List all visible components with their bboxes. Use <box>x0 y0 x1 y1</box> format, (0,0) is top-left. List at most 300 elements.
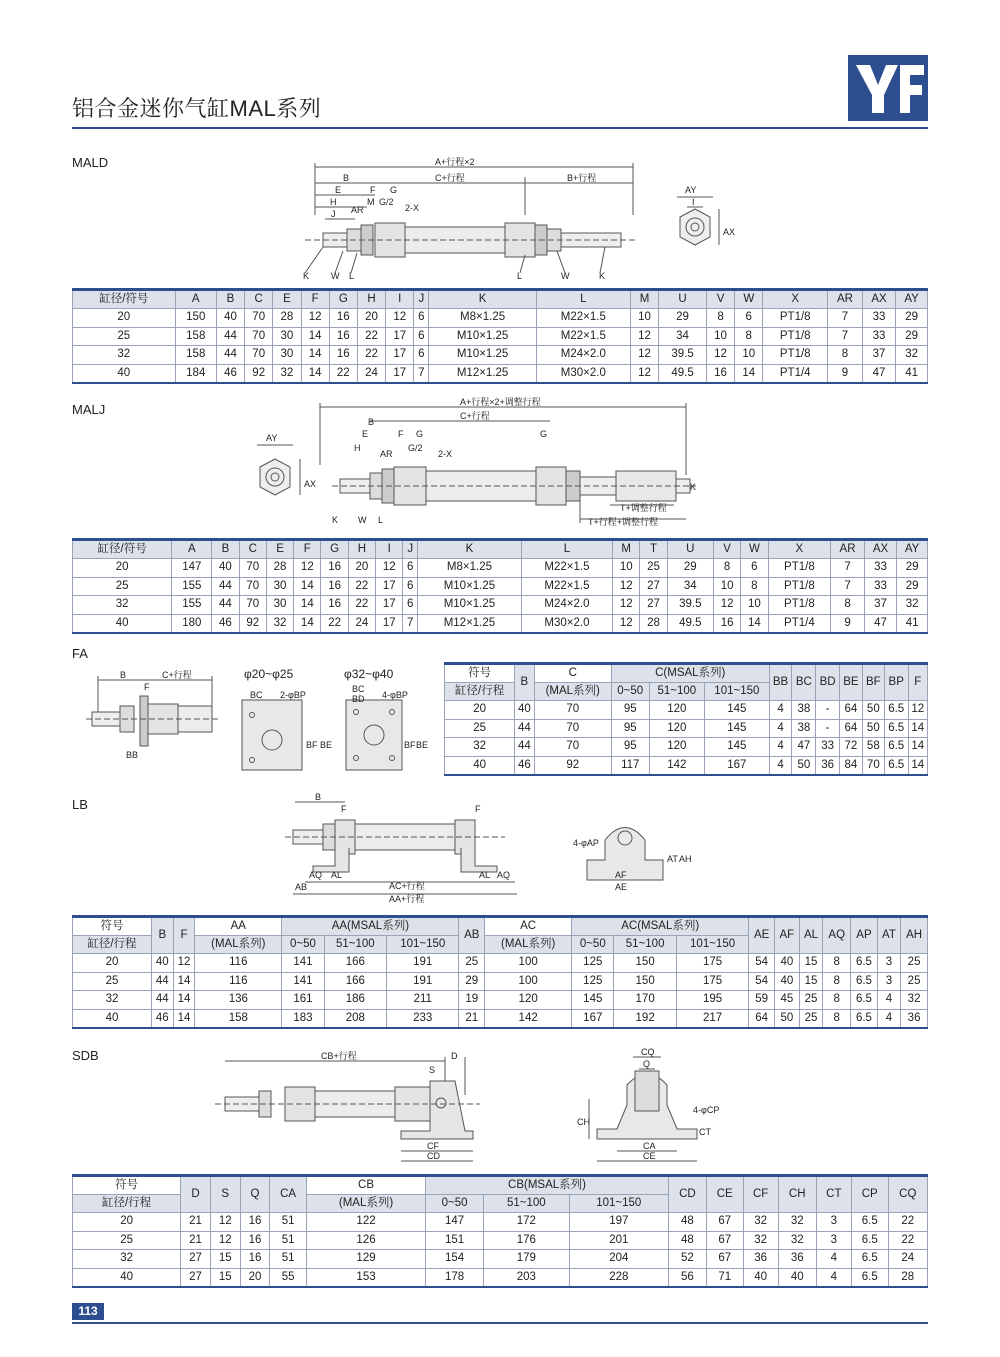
table-cell: 70 <box>239 596 266 615</box>
table-cell: 20 <box>73 1213 181 1232</box>
table-cell: 16 <box>240 1213 270 1232</box>
table-cell: 145 <box>705 701 769 720</box>
table-cell: 40 <box>775 972 800 991</box>
table-cell: 20 <box>445 701 515 720</box>
table-cell: 211 <box>387 991 459 1010</box>
table-header-cell: W <box>735 290 763 309</box>
table-header-cell: B <box>515 664 534 701</box>
table-header-cell: 51~100 <box>614 936 676 954</box>
table-cell: 32 <box>73 596 172 615</box>
table-cell: 28 <box>888 1268 927 1287</box>
table-cell: 95 <box>611 738 649 757</box>
table-cell: 25 <box>799 991 823 1010</box>
table-cell: 32 <box>778 1231 816 1250</box>
table-cell: 44 <box>216 327 244 346</box>
table-cell: 29 <box>897 559 928 578</box>
table-cell: 129 <box>306 1250 425 1269</box>
table-cell: 14 <box>908 756 927 775</box>
table-cell: PT1/8 <box>763 309 828 328</box>
table-cell: 30 <box>266 577 293 596</box>
table-header-cell: AF <box>775 917 800 954</box>
table-row <box>73 1268 928 1287</box>
table-cell: 32 <box>73 991 152 1010</box>
table-header-cell: AR <box>831 540 865 559</box>
table-cell: M12×1.25 <box>429 364 536 383</box>
table-header-cell: CP <box>851 1176 888 1213</box>
table-row <box>73 364 928 383</box>
table-cell: 145 <box>705 738 769 757</box>
table-cell: 25 <box>640 559 667 578</box>
table-cell: 51 <box>270 1250 307 1269</box>
mald-label-h: H <box>330 197 337 207</box>
table-row <box>73 954 928 973</box>
mald-label-c: C+行程 <box>435 173 465 183</box>
table-cell: 48 <box>668 1231 706 1250</box>
table-header-cell: A <box>175 290 216 309</box>
table-cell: 179 <box>484 1250 570 1269</box>
table-cell: 178 <box>426 1268 484 1287</box>
section-label-malj: MALJ <box>72 402 106 417</box>
table-row <box>73 309 928 328</box>
table-cell: 6 <box>414 327 429 346</box>
table-cell: 15 <box>799 954 823 973</box>
table-cell: 141 <box>282 972 324 991</box>
lb-label-ah: AH <box>679 854 692 864</box>
table-header-cell: J <box>414 290 429 309</box>
table-cell: 16 <box>321 577 348 596</box>
table-cell: 7 <box>831 559 865 578</box>
table-cell: M10×1.25 <box>418 577 522 596</box>
table-cell: 6 <box>414 346 429 365</box>
table-cell: 19 <box>459 991 485 1010</box>
table-cell: 228 <box>569 1268 668 1287</box>
table-cell: 16 <box>329 346 357 365</box>
section-label-lb: LB <box>72 797 88 812</box>
lb-drawing <box>285 790 705 908</box>
fa-label-be2: BE <box>416 740 429 750</box>
sdb-label-ce: CE <box>643 1151 656 1161</box>
fa-drawing <box>80 660 430 780</box>
table-cell: 64 <box>839 701 862 720</box>
table-cell: 37 <box>862 346 895 365</box>
sdb-label-ca: CA <box>643 1141 656 1151</box>
table-cell: 161 <box>282 991 324 1010</box>
table-header-cell: CA <box>270 1176 307 1213</box>
table-cell: 17 <box>376 614 403 633</box>
table-header-cell: 51~100 <box>649 683 705 701</box>
malj-label-f: F <box>398 429 404 439</box>
malj-label-g-right: G <box>540 429 548 439</box>
table-cell: 56 <box>668 1268 706 1287</box>
table-row <box>73 596 928 615</box>
table-header-cell: 缸径/行程 <box>73 936 152 954</box>
table-cell: 71 <box>706 1268 743 1287</box>
mald-label-m: M <box>367 197 375 207</box>
table-cell: 7 <box>403 614 418 633</box>
table-cell: 9 <box>828 364 863 383</box>
table-cell: 25 <box>799 1009 823 1028</box>
table-header-cell: BE <box>839 664 862 701</box>
table-cell: 84 <box>839 756 862 775</box>
table-header-row <box>73 540 928 559</box>
mald-label-k2: K <box>599 271 606 281</box>
table-cell: M22×1.5 <box>536 327 630 346</box>
sdb-label-s: S <box>429 1065 436 1075</box>
table-cell: M30×2.0 <box>536 364 630 383</box>
sdb-label-cq: CQ <box>641 1047 655 1057</box>
table-row <box>73 614 928 633</box>
table-cell: 25 <box>901 954 928 973</box>
table-header-cell: B <box>216 290 244 309</box>
table-cell: 6.5 <box>851 1213 888 1232</box>
table-cell: 32 <box>897 596 928 615</box>
table-cell: 64 <box>839 719 862 738</box>
table-header-cell: U <box>659 290 707 309</box>
lb-label-b: B <box>315 792 322 802</box>
lb-label-aq2: AQ <box>497 870 511 880</box>
table-cell: 47 <box>792 738 816 757</box>
table-cell: 175 <box>676 954 748 973</box>
table-header-cell: AA(MSAL系列) <box>282 917 459 936</box>
table-cell: 4 <box>816 1268 851 1287</box>
table-cell: 32 <box>266 614 293 633</box>
sdb-label-cb: CB+行程 <box>321 1051 357 1061</box>
table-cell: 70 <box>245 346 273 365</box>
table-cell: 8 <box>828 346 863 365</box>
table-cell: 44 <box>212 577 239 596</box>
brand-logo <box>848 55 928 121</box>
table-cell: 208 <box>324 1009 386 1028</box>
table-cell: 12 <box>613 614 640 633</box>
table-cell: 20 <box>357 309 385 328</box>
table-cell: 27 <box>181 1268 211 1287</box>
mald-label-l2: L <box>517 271 523 281</box>
table-cell: 14 <box>908 738 927 757</box>
table-header-cell: J <box>403 540 418 559</box>
table-cell: 24 <box>357 364 385 383</box>
table-header-cell: 缸径/行程 <box>73 1195 181 1213</box>
table-cell: 44 <box>515 738 534 757</box>
table-cell: 44 <box>212 596 239 615</box>
malj-label-ar: AR <box>380 449 393 459</box>
table-cell: 59 <box>749 991 775 1010</box>
table-cell: 175 <box>676 972 748 991</box>
table-cell: 32 <box>73 346 176 365</box>
table-header-cell: T <box>640 540 667 559</box>
table-header-cell: 0~50 <box>282 936 324 954</box>
table-header-cell: AC(MSAL系列) <box>572 917 749 936</box>
table-cell: PT1/8 <box>763 346 828 365</box>
table-header-cell: AX <box>864 540 896 559</box>
table-cell: 72 <box>839 738 862 757</box>
table-header-cell: M <box>613 540 640 559</box>
table-cell: 4 <box>877 1009 900 1028</box>
fa-label-bb: BB <box>126 750 139 760</box>
table-cell: 38 <box>792 719 816 738</box>
table-cell: 186 <box>324 991 386 1010</box>
table-cell: 40 <box>216 309 244 328</box>
table-cell: 44 <box>216 346 244 365</box>
fa-label-f: F <box>144 682 150 692</box>
table-cell: 29 <box>659 309 707 328</box>
fa-label-bp4: 4-φBP <box>382 690 408 700</box>
fa-label-d1: φ20~φ25 <box>244 667 294 681</box>
table-cell: 10 <box>741 596 768 615</box>
malj-label-ax: AX <box>304 479 317 489</box>
table-header-cell: F <box>173 917 195 954</box>
table-cell: 70 <box>245 309 273 328</box>
table-cell: 142 <box>485 1009 572 1028</box>
table-cell: 95 <box>611 719 649 738</box>
table-header-row <box>73 917 928 936</box>
table-cell: 233 <box>387 1009 459 1028</box>
table-cell: M10×1.25 <box>429 346 536 365</box>
footer-rule <box>72 1322 928 1324</box>
table-cell: 12 <box>294 559 321 578</box>
table-cell: 6.5 <box>851 1268 888 1287</box>
fa-label-bd: BD <box>352 694 365 704</box>
table-cell: 17 <box>386 364 414 383</box>
table-cell: 145 <box>705 719 769 738</box>
table-cell: 20 <box>73 309 176 328</box>
table-cell: 151 <box>426 1231 484 1250</box>
table-cell: 136 <box>195 991 282 1010</box>
table-cell: 6 <box>403 577 418 596</box>
table-cell: 49.5 <box>659 364 707 383</box>
table-cell: 27 <box>181 1250 211 1269</box>
table-cell: M10×1.25 <box>418 596 522 615</box>
table-cell: 125 <box>572 954 614 973</box>
table-header-cell: (MAL系列) <box>485 936 572 954</box>
table-cell: 6 <box>403 596 418 615</box>
table-cell: 150 <box>175 309 216 328</box>
table-header-cell: F <box>294 540 321 559</box>
malj-spec-table <box>72 538 928 634</box>
table-cell: 40 <box>73 1009 152 1028</box>
table-cell: 17 <box>376 596 403 615</box>
table-cell: 120 <box>649 701 705 720</box>
table-cell: M30×2.0 <box>521 614 612 633</box>
table-cell: 16 <box>706 364 734 383</box>
table-cell: 217 <box>676 1009 748 1028</box>
fa-label-c: C+行程 <box>162 670 192 680</box>
fa-label-bp2: 2-φBP <box>280 690 306 700</box>
table-cell: 3 <box>877 954 900 973</box>
table-cell: 122 <box>306 1213 425 1232</box>
table-cell: 16 <box>329 327 357 346</box>
table-header-cell: 51~100 <box>484 1195 570 1213</box>
lb-label-aa: AA+行程 <box>389 894 425 904</box>
table-row <box>445 719 928 738</box>
table-cell: M24×2.0 <box>521 596 612 615</box>
table-cell: 150 <box>614 954 676 973</box>
table-cell: 36 <box>816 756 840 775</box>
lb-label-f: F <box>341 804 347 814</box>
table-cell: 10 <box>735 346 763 365</box>
table-cell: 70 <box>245 327 273 346</box>
table-cell: 22 <box>329 364 357 383</box>
mald-label-f: F <box>370 185 376 195</box>
table-cell: 40 <box>775 954 800 973</box>
sdb-label-ch: CH <box>577 1117 590 1127</box>
table-cell: 166 <box>324 954 386 973</box>
table-cell: 120 <box>485 991 572 1010</box>
table-cell: 6 <box>414 309 429 328</box>
mald-label-k: K <box>303 271 310 281</box>
table-cell: 16 <box>713 614 740 633</box>
table-cell: 33 <box>862 327 895 346</box>
table-cell: 46 <box>151 1009 173 1028</box>
table-header-cell: AC <box>485 917 572 936</box>
table-header-cell: CB <box>306 1176 425 1195</box>
malj-drawing <box>250 395 710 530</box>
table-cell: PT1/8 <box>768 559 831 578</box>
mald-label-e: E <box>335 185 342 195</box>
table-header-cell: CF <box>743 1176 778 1213</box>
table-cell: 6.5 <box>851 954 878 973</box>
table-cell: 25 <box>459 954 485 973</box>
table-cell: 25 <box>73 972 152 991</box>
table-header-cell: AR <box>828 290 863 309</box>
table-cell: 10 <box>713 577 740 596</box>
table-cell: 33 <box>864 577 896 596</box>
table-header-cell: (MAL系列) <box>195 936 282 954</box>
table-cell: 12 <box>613 577 640 596</box>
table-cell: 44 <box>515 719 534 738</box>
table-cell: M8×1.25 <box>429 309 536 328</box>
table-header-cell: 缸径/符号 <box>73 290 176 309</box>
malj-label-h: H <box>354 443 361 453</box>
table-cell: 12 <box>630 327 658 346</box>
table-cell: 154 <box>426 1250 484 1269</box>
table-cell: 14 <box>301 327 329 346</box>
table-header-cell: 缸径/符号 <box>73 540 172 559</box>
table-cell: 16 <box>321 596 348 615</box>
table-cell: 6.5 <box>851 991 878 1010</box>
table-cell: 28 <box>273 309 301 328</box>
table-cell: 142 <box>649 756 705 775</box>
table-header-cell: AX <box>862 290 895 309</box>
table-row <box>73 559 928 578</box>
table-cell: 40 <box>73 614 172 633</box>
table-cell: 52 <box>668 1250 706 1269</box>
table-cell: 32 <box>743 1213 778 1232</box>
table-header-cell: 101~150 <box>676 936 748 954</box>
table-cell: PT1/4 <box>768 614 831 633</box>
table-cell: 16 <box>321 559 348 578</box>
table-header-cell: 符号 <box>73 1176 181 1195</box>
table-cell: 54 <box>749 972 775 991</box>
table-cell: 20 <box>73 954 152 973</box>
table-row <box>73 1009 928 1028</box>
table-cell: 41 <box>896 364 928 383</box>
table-cell: 37 <box>864 596 896 615</box>
table-cell: 141 <box>282 954 324 973</box>
table-cell: 22 <box>348 577 375 596</box>
table-cell: PT1/4 <box>763 364 828 383</box>
mald-label-ar: AR <box>351 205 364 215</box>
table-cell: M22×1.5 <box>521 559 612 578</box>
table-cell: 40 <box>73 1268 181 1287</box>
table-cell: 32 <box>273 364 301 383</box>
sdb-label-d: D <box>451 1051 458 1061</box>
table-cell: 70 <box>534 738 611 757</box>
table-cell: 14 <box>908 719 927 738</box>
table-cell: 9 <box>831 614 865 633</box>
mald-label-l: L <box>349 271 355 281</box>
page-number: 113 <box>72 1303 104 1320</box>
table-cell: 8 <box>706 309 734 328</box>
table-cell: 8 <box>823 991 851 1010</box>
table-cell: 100 <box>485 972 572 991</box>
table-cell: 158 <box>175 327 216 346</box>
table-cell: 22 <box>348 596 375 615</box>
table-cell: 12 <box>713 596 740 615</box>
fa-label-bf: BF <box>306 740 318 750</box>
table-cell: 33 <box>816 738 840 757</box>
table-header-cell: CB(MSAL系列) <box>426 1176 669 1195</box>
mald-label-b: B <box>343 173 350 183</box>
lb-label-ap: 4-φAP <box>573 838 599 848</box>
table-cell: 8 <box>713 559 740 578</box>
table-cell: 8 <box>823 1009 851 1028</box>
table-cell: 50 <box>775 1009 800 1028</box>
table-cell: 197 <box>569 1213 668 1232</box>
table-cell: 22 <box>888 1231 927 1250</box>
table-header-cell: C <box>245 290 273 309</box>
malj-label-k: K <box>332 515 339 525</box>
table-cell: 70 <box>534 719 611 738</box>
table-header-row <box>73 1176 928 1195</box>
table-cell: 203 <box>484 1268 570 1287</box>
table-cell: 158 <box>175 346 216 365</box>
page-title: 铝合金迷你气缸MAL系列 <box>72 96 322 121</box>
table-cell: 12 <box>210 1231 240 1250</box>
table-cell: 14 <box>173 972 195 991</box>
table-header-cell: 0~50 <box>572 936 614 954</box>
table-cell: 12 <box>613 596 640 615</box>
table-cell: 47 <box>864 614 896 633</box>
table-cell: 4 <box>769 719 792 738</box>
table-cell: 27 <box>640 596 667 615</box>
table-cell: 22 <box>357 346 385 365</box>
table-cell: 172 <box>484 1213 570 1232</box>
lb-label-f2: F <box>475 804 481 814</box>
table-cell: 195 <box>676 991 748 1010</box>
table-cell: 40 <box>151 954 173 973</box>
table-row <box>73 1250 928 1269</box>
table-cell: 3 <box>816 1213 851 1232</box>
table-header-cell: CD <box>668 1176 706 1213</box>
table-cell: 184 <box>175 364 216 383</box>
table-header-cell: 符号 <box>445 664 515 683</box>
table-cell: 4 <box>769 756 792 775</box>
table-cell: 191 <box>387 972 459 991</box>
table-header-cell: E <box>266 540 293 559</box>
table-row <box>445 756 928 775</box>
sdb-label-cd: CD <box>427 1151 440 1161</box>
malj-label-x: 2-X <box>438 449 453 459</box>
table-cell: 14 <box>294 577 321 596</box>
table-cell: 32 <box>896 346 928 365</box>
table-cell: 49.5 <box>667 614 713 633</box>
table-cell: 10 <box>630 309 658 328</box>
table-header-cell: AB <box>459 917 485 954</box>
table-header-cell: 51~100 <box>324 936 386 954</box>
table-cell: 158 <box>195 1009 282 1028</box>
table-cell: 21 <box>459 1009 485 1028</box>
table-cell: 22 <box>321 614 348 633</box>
